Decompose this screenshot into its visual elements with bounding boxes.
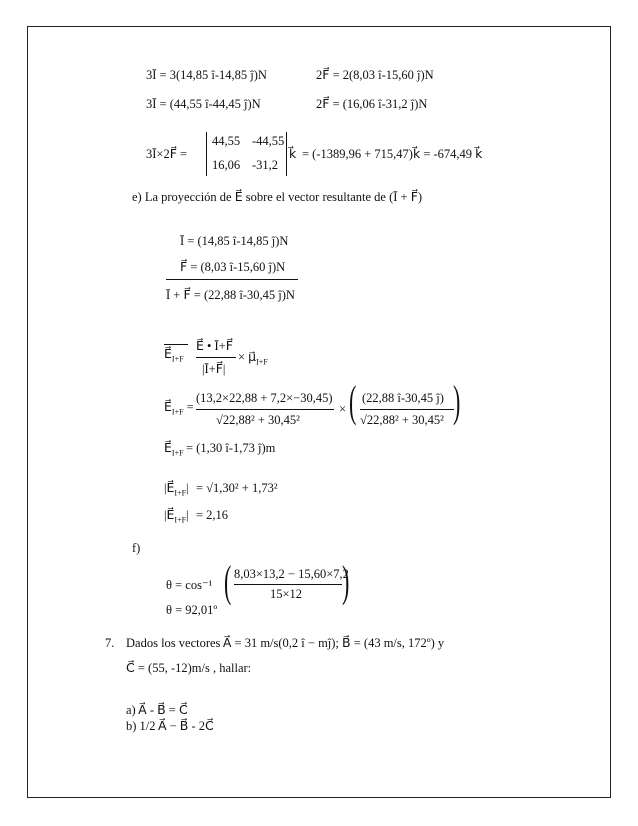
unit-vector-open-paren: ( [349,377,357,426]
theta-numerator: 8,03×13,2 − 15,60×7,2 [234,567,349,581]
projection-calc-bar [196,409,334,410]
projection-lhs: $E⃗_{I+F}$ [164,347,184,364]
magnitude-lhs-2: $|E⃗_{I+F}|$ [164,508,189,525]
part-f-label: f) [132,541,141,555]
problem7-item-a: a) A⃗ - B⃗ = C⃗ [126,703,188,717]
magnitude-expression: = √1,30² + 1,73² [196,481,278,495]
three-i-result: 3Ī = (44,55 î-44,45 ĵ)N [146,97,261,111]
determinant-left-bar [206,132,207,176]
projection-denominator: |Ī+F⃗| [202,362,226,376]
sum-vector-line: Ī + F⃗ = (22,88 î-30,45 ĵ)N [166,288,295,302]
times-sign: × [339,402,347,416]
theta-fraction-bar [234,584,342,585]
problem7-item-b: b) 1/2 A⃗ − B⃗ - 2C⃗ [126,719,214,733]
f-vector-line: F⃗ = (8,03 î-15,60 ĵ)N [180,260,286,274]
projection-numerator: E⃗ • Ī+F⃗ [196,339,233,353]
determinant-right-bar [286,132,287,176]
det-k-unit: k⃗ [289,147,297,161]
theta-lhs: θ = cos⁻¹ [166,578,213,592]
i-vector-line: Ī = (14,85 î-14,85 ĵ)N [180,234,289,248]
theta-close-paren: ) [342,557,350,606]
projection-vector-lhs: $E⃗_{I+F}$ [164,441,184,458]
projection-calc-numerator: (13,2×22,88 + 7,2×−30,45) [196,391,333,405]
unit-vector-bar [360,409,454,410]
problem-number: 7. [105,636,115,650]
unit-vector-mu: × $\mu⃗_{I+F}$ [238,350,268,367]
theta-result: θ = 92,01º [166,603,218,617]
unit-vector-close-paren: ) [453,377,461,426]
projection-fraction-bar [196,357,236,358]
sum-rule [166,279,298,280]
problem7-intro-continued: C⃗ = (55, -12)m/s , hallar: [126,661,252,675]
three-i-expansion: 3Ī = 3(14,85 î-14,85 ĵ)N [146,68,267,82]
two-f-expansion: 2F⃗ = 2(8,03 î-15,60 ĵ)N [316,68,434,82]
problem7-intro: Dados los vectores A⃗ = 31 m/s(0,2 î − mĵ); B⃗ = (43 m/s, 172º) y [126,636,445,650]
page-border [27,26,611,798]
theta-open-paren: ( [224,557,232,606]
unit-vector-denominator: √22,88² + 30,45² [360,413,444,427]
projection-lhs-overbar [164,344,188,345]
det-r1c2: -44,55 [252,134,285,148]
cross-product-lhs: 3Ī×2F⃗ = [146,147,188,161]
part-e-heading: e) La proyección de E⃗ sobre el vector resultante de (Ī + F⃗) [132,190,423,204]
det-r2c2: -31,2 [252,158,279,172]
two-f-result: 2F⃗ = (16,06 î-31,2 ĵ)N [316,97,428,111]
projection-vector-result: = (1,30 î-1,73 ĵ)m [186,441,276,455]
projection-calc-denominator: √22,88² + 30,45² [216,413,300,427]
projection-calc-lhs: $E⃗_{I+F}$ = [164,400,194,417]
det-r1c1: 44,55 [212,134,241,148]
magnitude-lhs: $|E⃗_{I+F}|$ [164,481,189,498]
det-r2c1: 16,06 [212,158,241,172]
magnitude-value: = 2,16 [196,508,229,522]
theta-denominator: 15×12 [270,587,303,601]
unit-vector-numerator: (22,88 î-30,45 ĵ) [362,391,444,405]
cross-product-result: = (-1389,96 + 715,47)k⃗ = -674,49 k⃗ [302,147,483,161]
